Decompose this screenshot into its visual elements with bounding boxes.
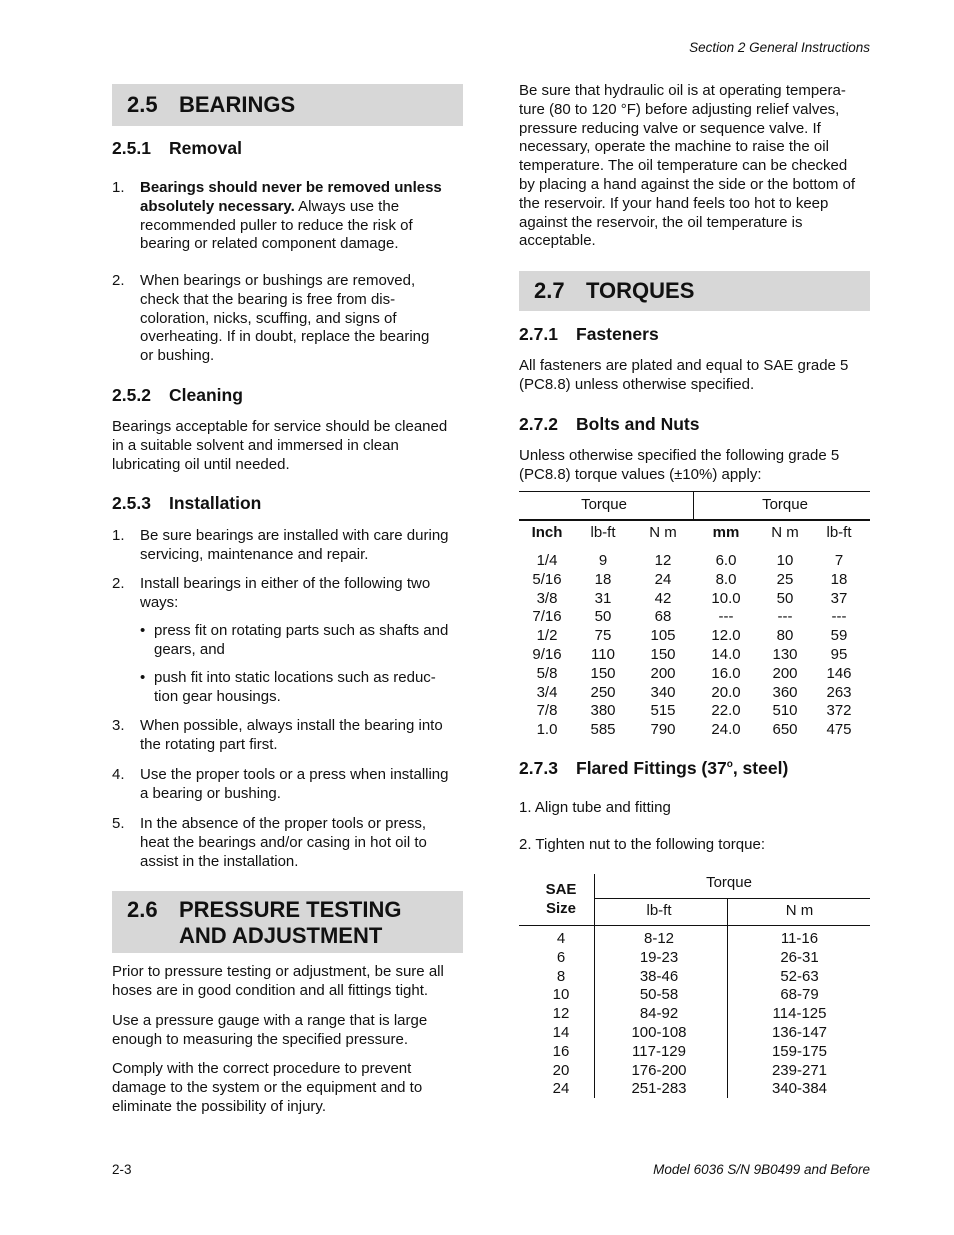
cleaning-paragraph: Bearings acceptable for service should be cleaned in a suitable solvent and immersed in clean lubricating oil until needed. — [112, 418, 448, 473]
fitting-table-cell: 19-23 — [639, 948, 679, 966]
bolt-table-cell: 1/2 — [536, 627, 558, 645]
fitting-table-cell: 159-175 — [771, 1042, 828, 1060]
fitting-table-cell: 16 — [552, 1042, 570, 1060]
bolt-table-cell: 37 — [830, 589, 848, 607]
fitting-table-cell: 26-31 — [780, 948, 819, 966]
bolt-table-cell: 9/16 — [532, 646, 562, 663]
removal-item-1: 1. Bearings should never be removed unless absolutely necessary. Always use the recommended puller to reduce the risk of bearing or related component damage. — [112, 179, 442, 253]
bolt-table-cell: 12 — [654, 552, 672, 569]
bolt-table-cell: 42 — [654, 589, 672, 607]
bolt-table-cell: 25 — [776, 570, 794, 588]
bolt-table-cell: 22.0 — [711, 702, 741, 720]
bullet-icon: • — [140, 669, 146, 686]
install-bullet-1: • press fit on rotating parts such as shafts and gears, and — [140, 622, 449, 658]
bolt-table-cell: 372 — [826, 702, 852, 720]
bolt-table-cell: 5/16 — [532, 570, 562, 588]
bolt-table-cell: 130 — [772, 646, 798, 663]
bolt-col-header: N m — [771, 524, 799, 541]
bolt-table-cell: 14.0 — [711, 646, 741, 663]
bolt-table-cell: 650 — [772, 721, 798, 739]
bolt-table-cell: 585 — [590, 721, 616, 739]
table-rule — [727, 898, 728, 1098]
bolt-table-cell: 200 — [650, 664, 676, 682]
fasteners-paragraph: All fasteners are plated and equal to SAE grade 5 (PC8.8) unless otherwise specified. — [519, 357, 849, 393]
bolt-table-cell: 510 — [772, 702, 798, 720]
bolt-table-cell: 68 — [654, 608, 672, 626]
bolt-table-cell: 9 — [598, 552, 608, 569]
col-lbft: lb-ft — [646, 902, 672, 919]
fitting-table-cell: 24 — [552, 1080, 570, 1098]
section-2-6-heading: 2.6 PRESSURE TESTING AND ADJUSTMENT — [112, 891, 463, 953]
bolt-table-cell: 360 — [772, 683, 798, 701]
section-2-7-heading: 2.7 TORQUES — [519, 271, 870, 311]
fitting-step-1: 1. Align tube and fitting — [519, 799, 671, 816]
bolt-table-cell: 340 — [650, 683, 676, 701]
bolt-table-cell: 50 — [776, 589, 794, 607]
hydraulic-oil-paragraph: Be sure that hydraulic oil is at operating tempera- ture (80 to 120 °F) before adjusting relief valves, pressure reducing valve or sequence valve. If necessary, operate the machine to raise the oil temperature. The oil temperature can be checked by placing a hand against the side or the bottom of the reservoir. If your hand feels too hot to keep against the reservoir, the oil temperature is acceptable. — [519, 82, 856, 250]
bolt-table-cell: 24.0 — [711, 721, 741, 739]
bolt-table-cell: 790 — [650, 721, 676, 739]
bolt-table-cell: 18 — [594, 570, 612, 588]
bolt-col-header: lb-ft — [826, 524, 852, 541]
bolt-table-cell: --- — [718, 608, 734, 626]
bolt-table-cell: 200 — [772, 664, 798, 682]
bolt-table-cell: 475 — [826, 721, 852, 739]
fitting-table-cell: 100-108 — [631, 1024, 687, 1041]
install-item-1: 1. Be sure bearings are installed with care during servicing, maintenance and repair. — [112, 527, 449, 563]
subsection-2-7-1-heading: 2.7.1 Fasteners — [519, 324, 659, 344]
fitting-table-cell: 114-125 — [772, 1005, 827, 1023]
bolt-table-cell: 12.0 — [711, 627, 741, 645]
bolt-col-header: Inch — [531, 524, 563, 541]
bolt-table-cell: --- — [777, 608, 793, 626]
bolt-table-cell: 50 — [594, 608, 612, 626]
col-torque: Torque — [706, 874, 752, 891]
install-bullet-2: • push fit into static locations such as reduc- tion gear housings. — [140, 669, 436, 705]
pressure-paragraph-1: Prior to pressure testing or adjustment, be sure all hoses are in good condition and all fittings tight. — [112, 963, 444, 999]
fitting-table-cell: 38-46 — [639, 967, 679, 985]
bolt-table-cell: 110 — [591, 646, 615, 663]
install-item-2: 2. Install bearings in either of the following two ways: — [112, 575, 431, 611]
bolt-table-cell: 59 — [830, 627, 848, 645]
fitting-table-cell: 52-63 — [780, 967, 819, 985]
fitting-table-cell: 11-16 — [780, 930, 819, 947]
install-item-4: 4. Use the proper tools or a press when installing a bearing or bushing. — [112, 766, 449, 802]
fitting-table-cell: 50-58 — [639, 986, 679, 1004]
bolt-table-cell: 380 — [590, 702, 616, 720]
bolt-table-cell: 150 — [590, 664, 616, 682]
pressure-paragraph-2: Use a pressure gauge with a range that is large enough to measuring the specified pressure. — [112, 1012, 428, 1048]
fitting-table-cell: 68-79 — [780, 986, 819, 1004]
fitting-table-cell: 251-283 — [631, 1080, 687, 1098]
bolt-table-cell: 6.0 — [715, 552, 737, 569]
bolt-table-cell: --- — [831, 608, 847, 626]
install-item-5: 5. In the absence of the proper tools or press, heat the bearings and/or casing in hot oil to assist in the installation. — [112, 815, 427, 870]
bolt-table-cell: 1/4 — [536, 552, 558, 569]
subsection-2-5-2-heading: 2.5.2 Cleaning — [112, 385, 243, 405]
page-number: 2-3 — [112, 1162, 132, 1177]
bolt-table-cell: 150 — [650, 646, 676, 663]
subsection-2-7-3-heading: 2.7.3 Flared Fittings (37$^o$, steel) — [519, 758, 789, 778]
page-header: Section 2 General Instructions — [689, 40, 870, 55]
col-size: Size — [545, 900, 576, 917]
bolt-table-cell: 7/16 — [532, 608, 562, 626]
bolt-table-cell: 146 — [826, 664, 852, 682]
fitting-table-cell: 117-129 — [632, 1042, 686, 1060]
fitting-table-cell: 10 — [552, 986, 570, 1004]
bolt-table-cell: 20.0 — [711, 683, 741, 701]
table-rule — [519, 519, 870, 521]
fitting-table-cell: 14 — [552, 1024, 570, 1041]
bolt-table-cell: 7 — [834, 552, 844, 569]
fitting-table-cell: 84-92 — [639, 1005, 679, 1023]
bolt-table-cell: 31 — [594, 589, 612, 607]
torque-group-left: Torque — [581, 496, 627, 513]
install-item-3: 3. When possible, always install the bearing into the rotating part first. — [112, 717, 443, 753]
bolt-col-header: lb-ft — [590, 524, 616, 541]
bolt-table-cell: 80 — [776, 627, 794, 645]
bolt-col-header: N m — [649, 524, 677, 541]
subsection-2-5-3-heading: 2.5.3 Installation — [112, 493, 262, 513]
bolt-table-cell: 95 — [830, 646, 848, 663]
table-rule — [594, 898, 870, 899]
removal-item-2: 2. When bearings or bushings are removed, check that the bearing is free from dis- coloration, nicks, scuffing, and signs of overheating. If in doubt, replace the bearing or bushing. — [112, 272, 430, 365]
bolt-table-cell: 5/8 — [536, 664, 558, 682]
bolts-intro-paragraph: Unless otherwise specified the following grade 5 (PC8.8) torque values (±10%) apply: — [519, 447, 840, 483]
fitting-table-cell: 176-200 — [631, 1061, 687, 1079]
fitting-table-cell: 8-12 — [643, 930, 675, 947]
bolt-table-cell: 10 — [776, 552, 794, 569]
bolt-col-header: mm — [712, 524, 740, 541]
bolt-table-cell: 10.0 — [711, 589, 741, 607]
fitting-step-2: 2. Tighten nut to the following torque: — [519, 836, 765, 853]
bolt-table-cell: 75 — [594, 627, 612, 645]
fitting-table-cell: 239-271 — [771, 1061, 828, 1079]
bolt-table-cell: 7/8 — [536, 702, 558, 720]
fitting-table-cell: 136-147 — [771, 1024, 828, 1041]
table-rule — [519, 925, 870, 926]
table-rule — [693, 491, 694, 520]
model-footer: Model 6036 S/N 9B0499 and Before — [653, 1162, 870, 1177]
bullet-icon: • — [140, 622, 146, 639]
fitting-torque-table — [519, 874, 870, 1100]
table-rule — [519, 491, 870, 492]
fitting-table-cell: 4 — [556, 930, 566, 947]
subsection-2-5-1-heading: 2.5.1 Removal — [112, 138, 242, 158]
bolt-table-cell: 105 — [650, 627, 676, 645]
fitting-table-cell: 6 — [556, 948, 566, 966]
bolt-table-cell: 3/8 — [536, 589, 558, 607]
bolt-torque-table — [519, 491, 870, 741]
pressure-paragraph-3: Comply with the correct procedure to prevent damage to the system or the equipment and to eliminate the possibility of injury. — [112, 1060, 423, 1115]
fitting-table-cell: 12 — [552, 1005, 570, 1023]
section-2-5-heading: 2.5 BEARINGS — [112, 84, 463, 126]
fitting-table-cell: 8 — [556, 967, 566, 985]
col-nm: N m — [785, 902, 814, 919]
bolt-table-cell: 263 — [826, 683, 852, 701]
bolt-table-cell: 24 — [654, 570, 672, 588]
fitting-table-cell: 340-384 — [771, 1080, 828, 1098]
fitting-table-cell: 20 — [552, 1061, 570, 1079]
subsection-2-7-2-heading: 2.7.2 Bolts and Nuts — [519, 414, 700, 434]
bolt-table-cell: 250 — [590, 683, 616, 701]
torque-group-right: Torque — [762, 496, 808, 513]
bolt-table-cell: 18 — [830, 570, 848, 588]
bolt-table-cell: 3/4 — [536, 683, 558, 701]
bolt-table-cell: 1.0 — [536, 721, 558, 739]
bolt-table-cell: 515 — [650, 702, 676, 720]
bolt-table-cell: 8.0 — [715, 570, 737, 588]
col-sae: SAE — [545, 881, 577, 898]
bolt-table-cell: 16.0 — [711, 664, 741, 682]
